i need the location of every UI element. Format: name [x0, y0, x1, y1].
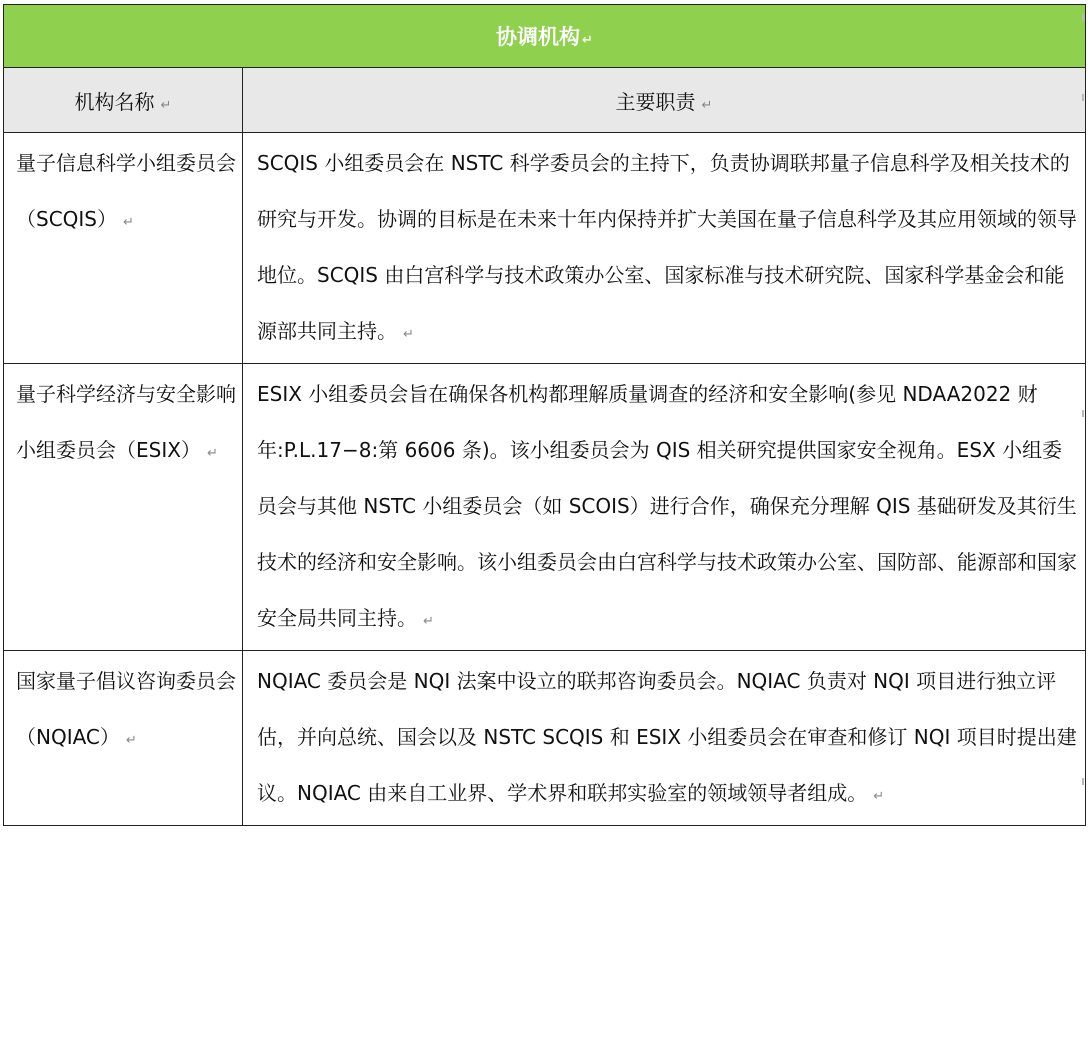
- margin-tick-mark: [1082, 410, 1084, 417]
- paragraph-mark-icon: ↵: [125, 733, 137, 748]
- margin-tick-mark: [1082, 94, 1084, 101]
- table-title: 协调机构: [496, 25, 581, 49]
- paragraph-mark-icon: ↵: [123, 215, 134, 230]
- agency-duty-cell: [243, 364, 1086, 651]
- margin-tick-mark: [1082, 778, 1084, 785]
- agency-name-cell: [4, 133, 243, 364]
- agency-name: 量子信息科学小组委员会（SCQIS）: [16, 151, 236, 231]
- agency-name: 量子科学经济与安全影响小组委员会（ESIX）: [16, 382, 236, 462]
- paragraph-mark-icon: ↵: [206, 446, 218, 461]
- table-title-cell: [4, 5, 1086, 68]
- table-row: [4, 133, 1086, 364]
- paragraph-mark-icon: ↵: [873, 789, 885, 804]
- column-header-name: 机构名称 ↵: [4, 68, 243, 133]
- column-header-duties: 主要职责 ↵: [243, 68, 1086, 133]
- agency-duty: ESIX 小组委员会旨在确保各机构都理解质量调查的经济和安全影响(参见 NDAA2022 财年:P.L.17−8:第 6606 条)。该小组委员会为 QIS 相关研究提供国家安全视角。ESX 小组委员会与其他 NSTC 小组委员会（如 SCOIS）进行合作，确保充分理解 QIS 基础研发及其衍生技术的经济和安全影响。该小组委员会由白宫科学与技术政策办公室、国防部、能源部和国家安全局共同主持。: [257, 382, 1077, 630]
- agency-name-cell: [4, 364, 243, 651]
- agency-duty: NQIAC 委员会是 NQI 法案中设立的联邦咨询委员会。NQIAC 负责对 NQI 项目进行独立评估，并向总统、国会以及 NSTC SCQIS 和 ESIX 小组委员会在审查和修订 NQI 项目时提出建议。NQIAC 由来自工业界、学术界和联邦实验室的领域领导者组成。: [257, 669, 1077, 805]
- margin-tick-mark: [1082, 14, 1084, 21]
- paragraph-mark-icon: ↵: [701, 97, 713, 113]
- agency-duty-cell: [243, 651, 1086, 826]
- paragraph-mark-icon: ↵: [423, 614, 434, 629]
- agency-duty: SCQIS 小组委员会在 NSTC 科学委员会的主持下，负责协调联邦量子信息科学及相关技术的研究与开发。协调的目标是在未来十年内保持并扩大美国在量子信息科学及其应用领域的领导地位。SCQIS 由白宫科学与技术政策办公室、国家标准与技术研究院、国家科学基金会和能源部共同主持。: [257, 151, 1077, 343]
- paragraph-mark-icon: ↵: [582, 33, 593, 48]
- agency-name: 国家量子倡议咨询委员会（NQIAC）: [16, 669, 236, 749]
- table-row: [4, 651, 1086, 826]
- paragraph-mark-icon: ↵: [403, 327, 414, 342]
- agency-duty-cell: [243, 133, 1086, 364]
- table-title-row: [4, 5, 1086, 68]
- agency-name-cell: [4, 651, 243, 826]
- table-row: [4, 364, 1086, 651]
- coordination-agencies-table: [3, 4, 1086, 826]
- paragraph-mark-icon: ↵: [160, 97, 172, 113]
- table-header-row: [4, 68, 1086, 133]
